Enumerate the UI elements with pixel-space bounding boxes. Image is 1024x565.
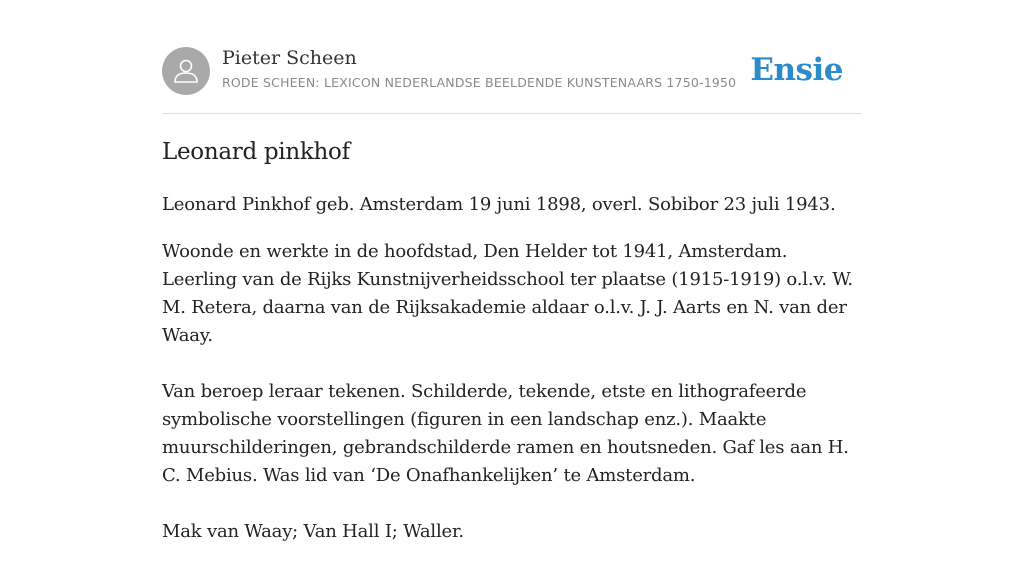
paragraph: Woonde en werkte in de hoofdstad, Den Helder tot 1941, Amsterdam. Leerling van de Rijks Kunstnijverheidsschool ter plaatse (1915-1919) o.l.v. W. M. Retera, daarna van de Rijksakademie aldaar o.l.v. J. J. Aarts en N. van der Waay.	[162, 241, 853, 346]
article-container	[162, 46, 862, 542]
paragraph: Van beroep leraar tekenen. Schilderde, tekende, etste en lithografeerde symbolische voorstellingen (figuren in een landschap enz.). Maakte muurschilderingen, gebrandschilderde ramen en houtsneden. Gaf les aan H. C. Mebius. Was lid van ‘De Onafhankelijken’ te Amsterdam.	[162, 381, 849, 486]
ensie-logo[interactable]: Ensie	[750, 52, 843, 88]
user-icon	[171, 56, 201, 86]
author-avatar[interactable]	[162, 47, 210, 95]
article-body	[162, 191, 862, 565]
page-title: Leonard pinkhof	[162, 139, 350, 165]
paragraph: Mak van Waay; Van Hall I; Waller.	[162, 521, 464, 542]
paragraph: Leonard Pinkhof geb. Amsterdam 19 juni 1898, overl. Sobibor 23 juli 1943.	[162, 194, 836, 215]
author-name[interactable]: Pieter Scheen	[222, 47, 357, 69]
article-header	[162, 46, 862, 114]
source-title[interactable]: RODE SCHEEN: LEXICON NEDERLANDSE BEELDENDE KUNSTENAARS 1750-1950	[222, 75, 737, 90]
